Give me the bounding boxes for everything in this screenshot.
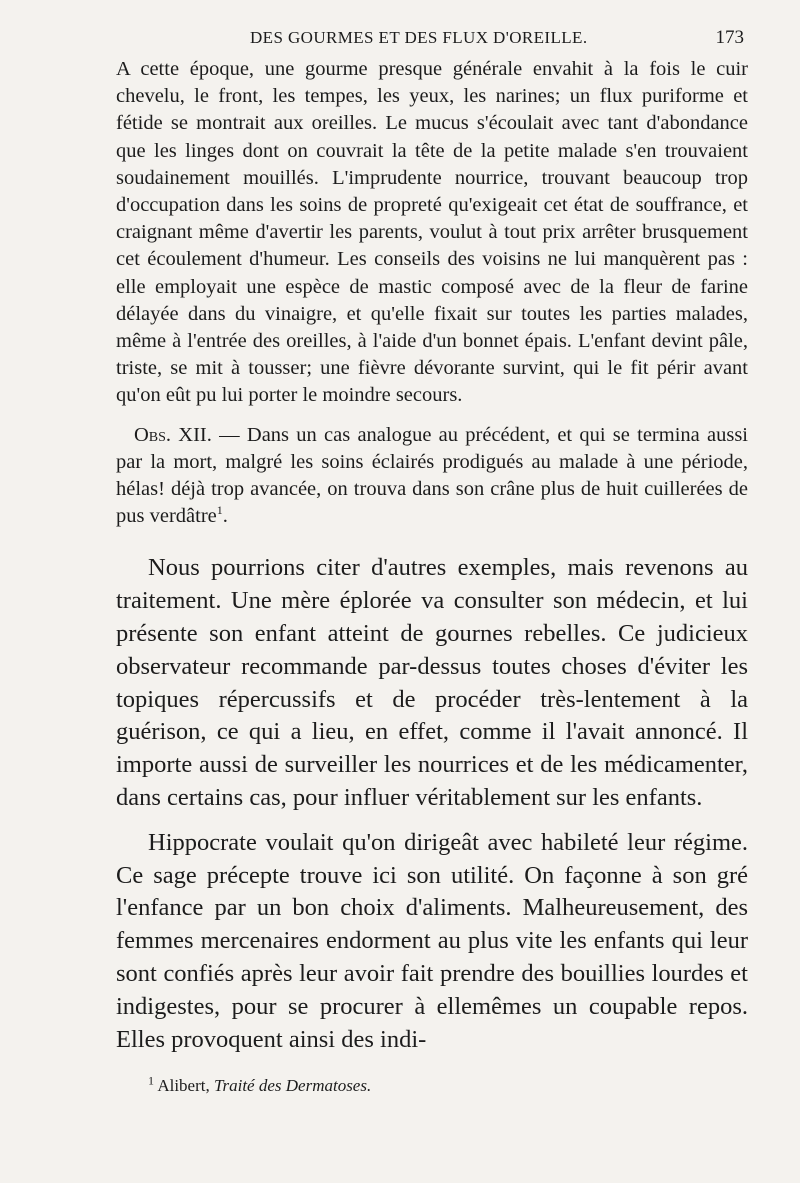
footnote (116, 1073, 748, 1096)
page-number: 173 (715, 27, 744, 48)
paragraph-traitement: Nous pourrions citer d'autres exemples, mais revenons au traitement. Une mère éplorée va consulter son médecin, et lui présente son enfant atteint de gournes rebelles. Ce judicieux observateur recommande par-dessus toutes choses d'éviter les topiques répercussifs et de procéder très-lentement à la guérison, ce qui a lieu, en effet, comme il l'avait annoncé. Il importe aussi de surveiller les nourrices et de les médicamenter, dans certains cas, pour influer véritablement sur les enfants. (116, 554, 748, 812)
footnote-author: Alibert, (157, 1076, 214, 1096)
paragraph-case-narrative: A cette époque, une gourme presque générale envahit à la fois le cuir chevelu, le front, les tempes, les yeux, les narines; un flux puriforme et fétide se montrait aux oreilles. Le mucus s'écoulait avec tant d'abondance que les linges dont on couvrait la tête de la petite malade s'en trouvaient soudainement mouillés. L'imprudente nourrice, trouvant beaucoup trop d'occupation dans les soins de propreté qu'exigeait cet état de souffrance, et craignant même d'avertir les parents, voulut à tout prix arrêter brusquement cet écoulement d'humeur. Les conseils des voisins ne lui manquèrent pas : elle employait une espèce de mastic composé avec de la fleur de farine délayée dans du vinaigre, et qu'elle fixait sur toutes les parties malades, même à l'entrée des oreilles, à l'aide d'un bonnet épais. L'enfant devint pâle, triste, se mit à tousser; une fièvre dévorante survint, qui le fit périr avant qu'on eût pu lui porter le moindre secours. (116, 58, 748, 407)
observation-text: — Dans un cas analogue au précédent, et qui se termina aussi par la mort, malgré les soins éclairés prodigués au malade à une période, hélas! déjà trop avancée, on trouva dans son crâne plus de huit cuillerées de pus verdâtre (116, 423, 748, 528)
page-header (116, 0, 748, 56)
footnote-reference: 1 (216, 503, 223, 518)
observation-xii (116, 422, 748, 531)
paragraph-hippocrate: Hippocrate voulait qu'on dirigeât avec habileté leur régime. Ce sage précepte trouve ici son utilité. On façonne à son gré l'enfance par un bon choix d'aliments. Malheureusement, des femmes mercenaires endorment au plus vite les enfants qui leur sont confiés après leur avoir fait prendre des bouillies lourdes et indigestes, pour se procurer à ellemêmes un coupable repos. Elles provoquent ainsi des indi- (116, 828, 748, 1053)
running-head: DES GOURMES ET DES FLUX D'OREILLE. (250, 28, 588, 47)
footnote-title: Traité des Dermatoses. (213, 1076, 372, 1096)
observation-label: Obs. XII. (134, 423, 212, 446)
footnote-marker: 1 (148, 1073, 154, 1088)
observation-end: . (222, 505, 228, 528)
